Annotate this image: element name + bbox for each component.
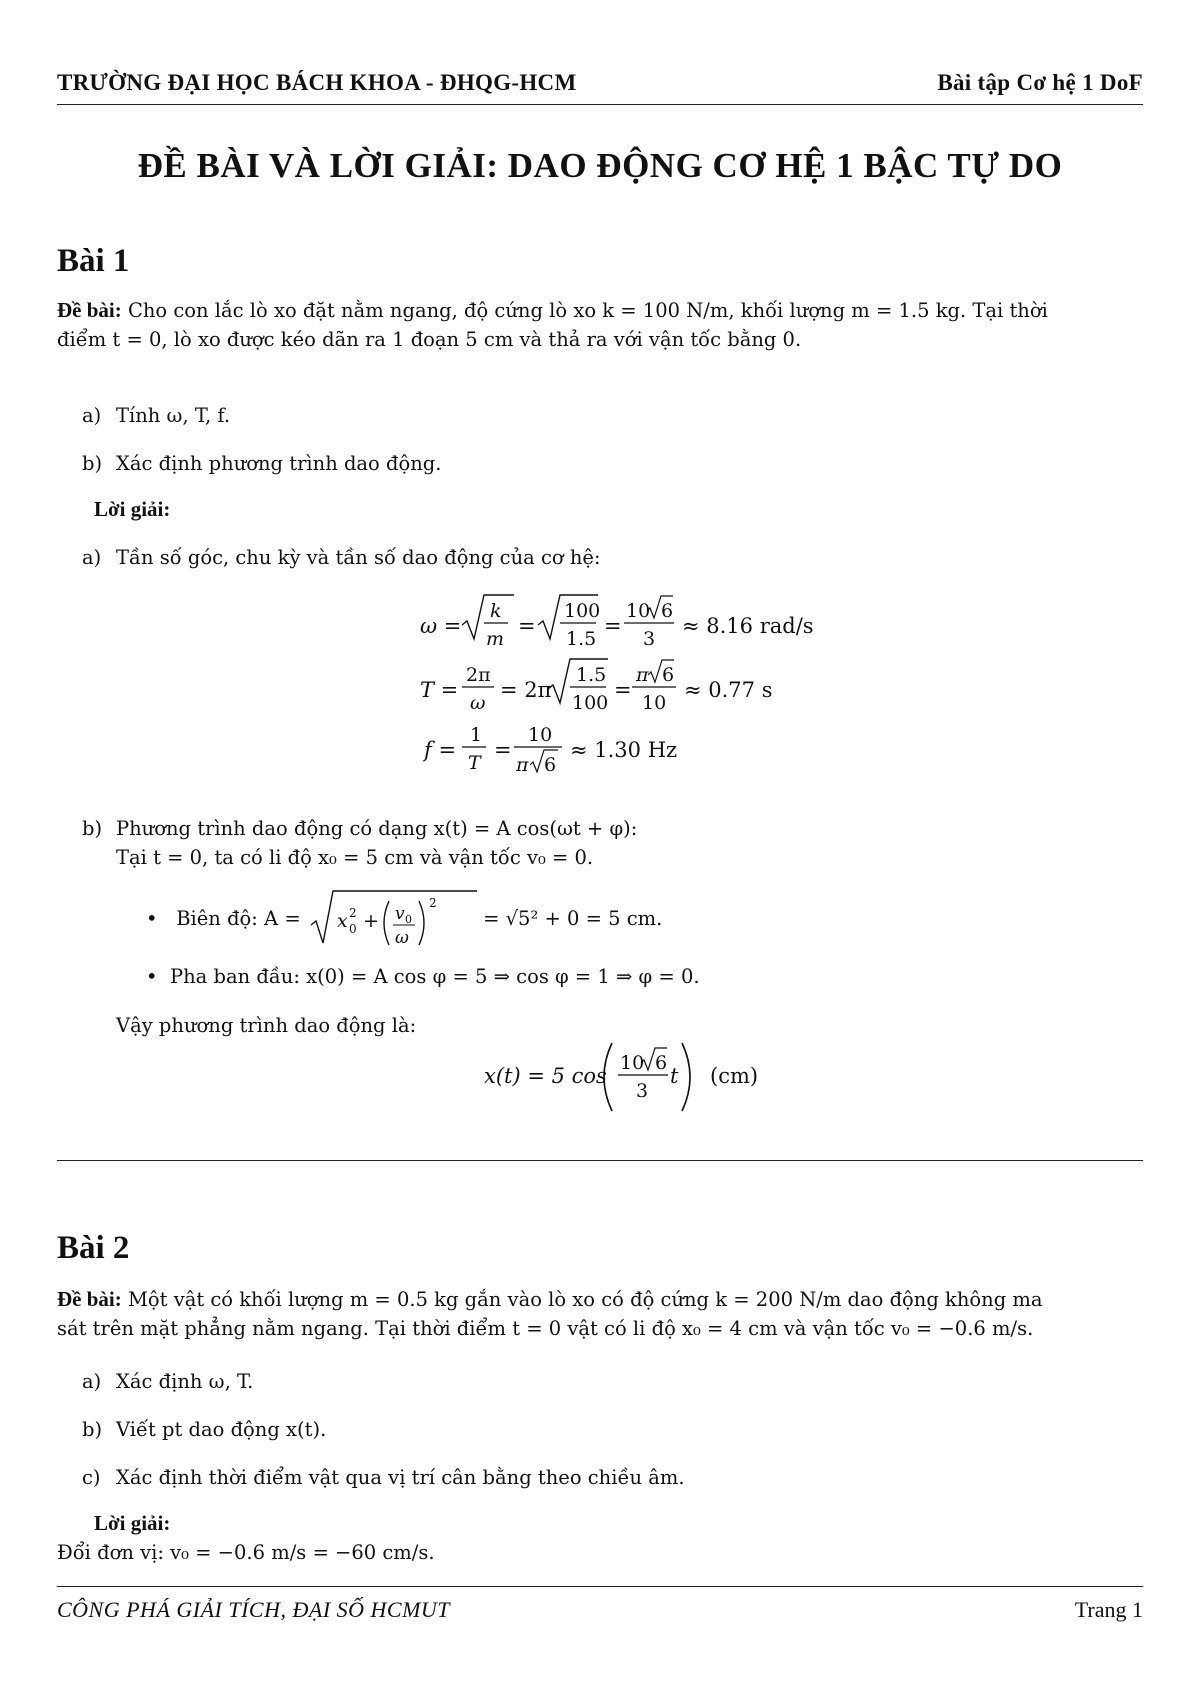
bullet-dot: • xyxy=(146,907,158,930)
period-2pi-factor: = 2π xyxy=(500,678,552,702)
question-marker: a) xyxy=(82,1370,102,1393)
final-num-10: 10 xyxy=(620,1052,645,1074)
amp-v0: v xyxy=(394,903,405,924)
bullet-amplitude-label: Biên độ: A = xyxy=(176,907,301,930)
header-course: Bài tập Cơ hệ 1 DoF xyxy=(937,70,1143,95)
bullet-dot: • xyxy=(146,965,158,988)
question-text: Xác định ω, T. xyxy=(116,1370,254,1393)
question-text: Tính ω, T, f. xyxy=(116,404,231,427)
period-den-10: 10 xyxy=(642,692,667,714)
question-a xyxy=(82,401,1143,430)
solution-text: Phương trình dao động có dạng x(t) = A cos(ωt + φ): xyxy=(116,817,638,840)
period-100: 100 xyxy=(572,692,609,714)
header-university: TRƯỜNG ĐẠI HỌC BÁCH KHOA - ĐHQG-HCM xyxy=(57,70,577,95)
amplitude-formula-svg xyxy=(309,889,477,951)
running-header xyxy=(57,70,1143,105)
solution-marker: a) xyxy=(82,546,102,569)
question-marker: b) xyxy=(82,452,103,475)
statement-line-1: Một vật có khối lượng m = 0.5 kg gắn vào lò xo có độ cứng k = 200 N/m dao động không ma xyxy=(127,1288,1043,1311)
solution-a xyxy=(82,543,1143,572)
bullet-amplitude-rest: = √5² + 0 = 5 cm. xyxy=(483,907,663,930)
solution-label: Lời giải: xyxy=(94,497,171,521)
question-marker: a) xyxy=(82,404,102,427)
statement-label: Đề bài: xyxy=(57,1287,122,1311)
period-pi: π xyxy=(636,664,649,686)
freq-pi: π xyxy=(516,754,529,776)
statement-label: Đề bài: xyxy=(57,298,122,322)
freq-T: T xyxy=(468,752,481,774)
period-lhs: T = xyxy=(420,678,459,702)
unit-conversion: Đổi đơn vị: v₀ = −0.6 m/s = −60 cm/s. xyxy=(57,1541,435,1564)
eq-sign: = xyxy=(614,678,632,702)
document-title: ĐỀ BÀI VÀ LỜI GIẢI: DAO ĐỘNG CƠ HỆ 1 BẬC TỰ DO xyxy=(137,146,1063,185)
sqrt-six: 6 xyxy=(655,1052,668,1074)
bullet-amplitude xyxy=(146,895,663,948)
question-b xyxy=(82,449,1143,478)
conclusion-text: Vậy phương trình dao động là: xyxy=(116,1014,417,1037)
sqrt-six: 6 xyxy=(544,754,557,776)
period-omega: ω xyxy=(470,692,486,714)
amp-omega: ω xyxy=(394,927,409,948)
statement-line-2: sát trên mặt phẳng nằm ngang. Tại thời điểm t = 0 vật có li độ x₀ = 4 cm và vận tốc v₀ = −0.6 m/s. xyxy=(57,1317,1034,1340)
final-unit: (cm) xyxy=(710,1064,759,1088)
statement-line-2: điểm t = 0, lò xo được kéo dãn ra 1 đoạn 5 cm và thả ra với vận tốc bằng 0. xyxy=(57,328,802,351)
question-text: Xác định thời điểm vật qua vị trí cân bằng theo chiều âm. xyxy=(116,1466,685,1489)
section-divider xyxy=(57,1160,1143,1161)
footer-title: CÔNG PHÁ GIẢI TÍCH, ĐẠI SỐ HCMUT xyxy=(57,1597,451,1622)
amp-plus: + xyxy=(362,909,379,932)
bullet-phase xyxy=(146,962,700,991)
final-equation xyxy=(480,1035,800,1119)
freq-result: ≈ 1.30 Hz xyxy=(570,738,678,762)
omega-100: 100 xyxy=(564,600,601,622)
omega-result: ≈ 8.16 rad/s xyxy=(682,614,814,638)
equation-block xyxy=(400,585,860,799)
problem-2-heading: Bài 2 xyxy=(57,1230,130,1266)
omega-den-3: 3 xyxy=(643,628,656,650)
amp-sub-0: 0 xyxy=(404,912,412,926)
omega-m: m xyxy=(486,628,505,650)
question-text: Viết pt dao động x(t). xyxy=(116,1418,327,1441)
question-c xyxy=(82,1463,1143,1492)
freq-lhs: f = xyxy=(424,738,457,762)
final-equation-svg xyxy=(480,1035,800,1115)
amp-sub-0: 0 xyxy=(348,921,357,936)
omega-k: k xyxy=(490,600,502,622)
eq-sign: = xyxy=(518,614,536,638)
sqrt-six: 6 xyxy=(662,664,675,686)
problem-1-statement xyxy=(57,296,1143,354)
problem-2-statement xyxy=(57,1285,1143,1343)
freq-1: 1 xyxy=(470,724,483,746)
statement-line-1: Cho con lắc lò xo đặt nằm ngang, độ cứng lò xo k = 100 N/m, khối lượng m = 1.5 kg. Tại thời xyxy=(127,299,1048,322)
running-footer xyxy=(57,1586,1143,1623)
solution-text: Tần số góc, chu kỳ và tần số dao động của cơ hệ: xyxy=(116,546,601,569)
question-text: Xác định phương trình dao động. xyxy=(116,452,442,475)
amp-x0: x xyxy=(336,909,348,932)
amp-sup-2: 2 xyxy=(428,895,437,910)
period-1-5: 1.5 xyxy=(576,664,607,686)
sqrt-six: 6 xyxy=(661,600,674,622)
freq-10: 10 xyxy=(528,724,553,746)
question-marker: c) xyxy=(82,1466,101,1489)
page-number: Trang 1 xyxy=(1074,1597,1143,1622)
omega-10: 10 xyxy=(626,600,651,622)
amp-sup-2: 2 xyxy=(348,905,357,920)
final-den-3: 3 xyxy=(636,1080,649,1102)
question-marker: b) xyxy=(82,1418,103,1441)
omega-lhs: ω = xyxy=(420,614,462,638)
problem-1-heading: Bài 1 xyxy=(57,243,130,279)
question-b xyxy=(82,1415,1143,1444)
eq-sign: = xyxy=(604,614,622,638)
solution-label: Lời giải: xyxy=(94,1511,171,1535)
solution-b xyxy=(82,814,1143,872)
final-t: t xyxy=(670,1064,679,1088)
final-lhs: x(t) = 5 cos xyxy=(484,1064,607,1088)
period-result: ≈ 0.77 s xyxy=(684,678,773,702)
bullet-phase-text: Pha ban đầu: x(0) = A cos φ = 5 ⇒ cos φ = 1 ⇒ φ = 0. xyxy=(170,965,700,988)
question-a xyxy=(82,1367,1143,1396)
solution-marker: b) xyxy=(82,817,103,840)
omega-1-5: 1.5 xyxy=(566,628,597,650)
equation-svg xyxy=(400,585,860,795)
eq-sign: = xyxy=(494,738,512,762)
period-2pi: 2π xyxy=(466,664,491,686)
solution-text: Tại t = 0, ta có li độ x₀ = 5 cm và vận tốc v₀ = 0. xyxy=(116,846,594,869)
